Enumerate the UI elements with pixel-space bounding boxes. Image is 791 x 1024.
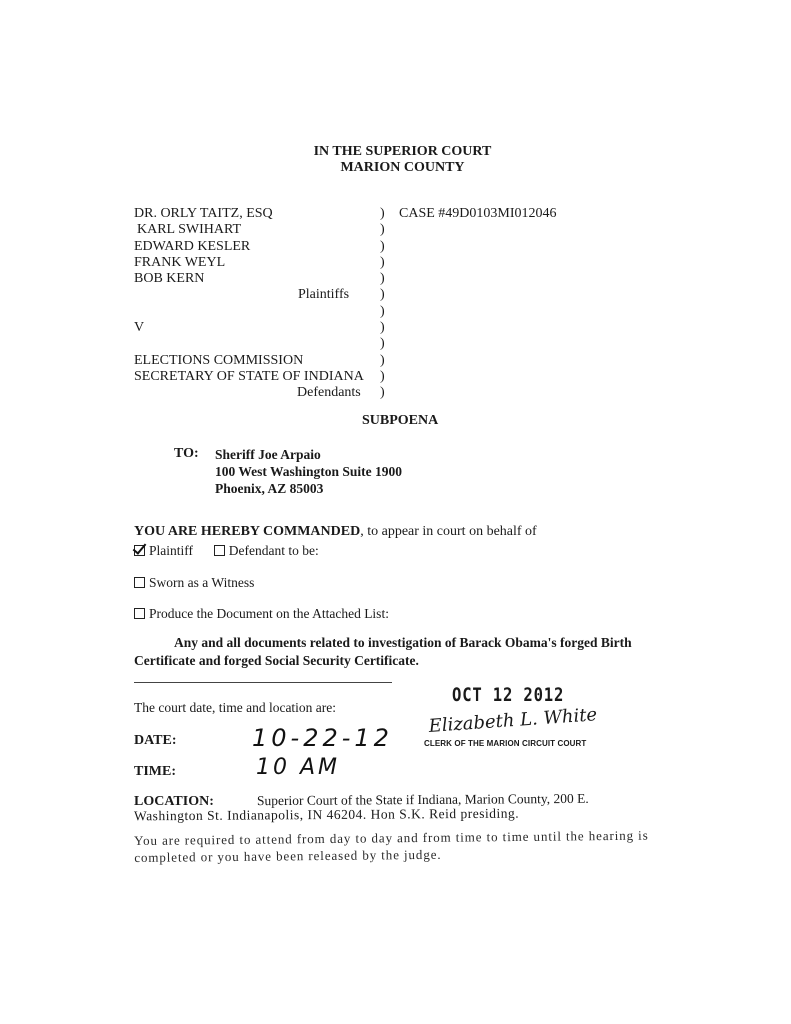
blank-row xyxy=(134,336,364,352)
witness-option-label: Sworn as a Witness xyxy=(149,575,255,590)
defendants-label: Defendants xyxy=(297,385,361,401)
filed-stamp-date: OCT 12 2012 xyxy=(452,684,565,706)
subpoena-heading: SUBPOENA xyxy=(362,413,439,428)
recipient-name: Sheriff Joe Arpaio xyxy=(215,447,321,462)
caption-parties xyxy=(134,206,364,402)
paren: ) xyxy=(380,352,385,368)
produce-option-label: Produce the Document on the Attached List: xyxy=(149,606,389,621)
versus: V xyxy=(134,320,145,336)
produce-checkbox[interactable] xyxy=(134,608,145,619)
documents-requested: Any and all documents related to investigation of Barack Obama's forged Birth Certificate and forged Social Security Certificate. xyxy=(134,635,632,668)
paren: ) xyxy=(380,222,385,238)
court-heading xyxy=(0,144,791,176)
defendant-name: SECRETARY OF STATE OF INDIANA xyxy=(134,368,364,384)
paren: ) xyxy=(380,336,385,352)
clerk-title: CLERK OF THE MARION CIRCUIT COURT xyxy=(424,739,587,748)
handwritten-date: 10-22-12 xyxy=(252,724,393,752)
plaintiff-checkbox[interactable] xyxy=(134,545,145,556)
witness-checkbox[interactable] xyxy=(134,577,145,588)
caption-parentheses xyxy=(380,206,385,402)
command-rest: , to appear in court on behalf of xyxy=(360,524,537,539)
command-line xyxy=(134,524,537,540)
case-number: CASE #49D0103MI012046 xyxy=(399,206,557,221)
attendance-notice: You are required to attend from day to day and from time to time until the hearing is completed or you have been released by the judge. xyxy=(134,827,649,865)
divider-line xyxy=(134,682,392,683)
paren: ) xyxy=(380,238,385,254)
date-label: DATE: xyxy=(134,733,177,748)
recipient-address-line1: 100 West Washington Suite 1900 xyxy=(215,464,403,479)
blank-row xyxy=(134,304,364,320)
recipient-address-line2: Phoenix, AZ 85003 xyxy=(215,481,324,496)
court-date-intro: The court date, time and location are: xyxy=(134,700,337,715)
plaintiff-name: BOB KERN xyxy=(134,271,205,287)
paren: ) xyxy=(380,385,385,401)
command-emphasis: YOU ARE HEREBY COMMANDED xyxy=(134,524,361,539)
defendant-name: ELECTIONS COMMISSION xyxy=(134,352,304,368)
plaintiff-option-label: Plaintiff xyxy=(149,543,194,558)
paren: ) xyxy=(380,368,385,384)
time-label: TIME: xyxy=(134,764,176,779)
recipient-block xyxy=(215,446,402,497)
witness-option xyxy=(134,575,254,591)
handwritten-time: 10 AM xyxy=(256,755,341,780)
paren: ) xyxy=(380,303,385,319)
paren: ) xyxy=(380,271,385,287)
defendant-checkbox[interactable] xyxy=(214,545,225,556)
location-label: LOCATION: xyxy=(134,794,214,809)
plaintiff-name: DR. ORLY TAITZ, ESQ xyxy=(134,206,273,221)
clerk-signature: Elizabeth L. White xyxy=(428,704,598,737)
location-line2: Washington St. Indianapolis, IN 46204. Hon S.K. Reid presiding. xyxy=(133,805,520,824)
paren: ) xyxy=(380,287,385,303)
county-name: MARION COUNTY xyxy=(340,160,465,175)
court-name: IN THE SUPERIOR COURT xyxy=(313,144,492,159)
produce-option xyxy=(134,606,389,622)
defendant-option-label: Defendant to be: xyxy=(228,543,319,558)
plaintiff-name: EDWARD KESLER xyxy=(134,238,251,254)
plaintiff-name: FRANK WEYL xyxy=(134,254,226,270)
plaintiff-name: KARL SWIHART xyxy=(137,222,242,238)
paren: ) xyxy=(380,320,385,336)
plaintiffs-label: Plaintiffs xyxy=(298,287,350,303)
paren: ) xyxy=(380,254,385,270)
to-label: TO: xyxy=(174,446,199,461)
paren: ) xyxy=(380,206,385,221)
appearance-options xyxy=(134,543,319,559)
location-line1: Superior Court of the State if Indiana, Marion County, 200 E. xyxy=(256,790,589,809)
